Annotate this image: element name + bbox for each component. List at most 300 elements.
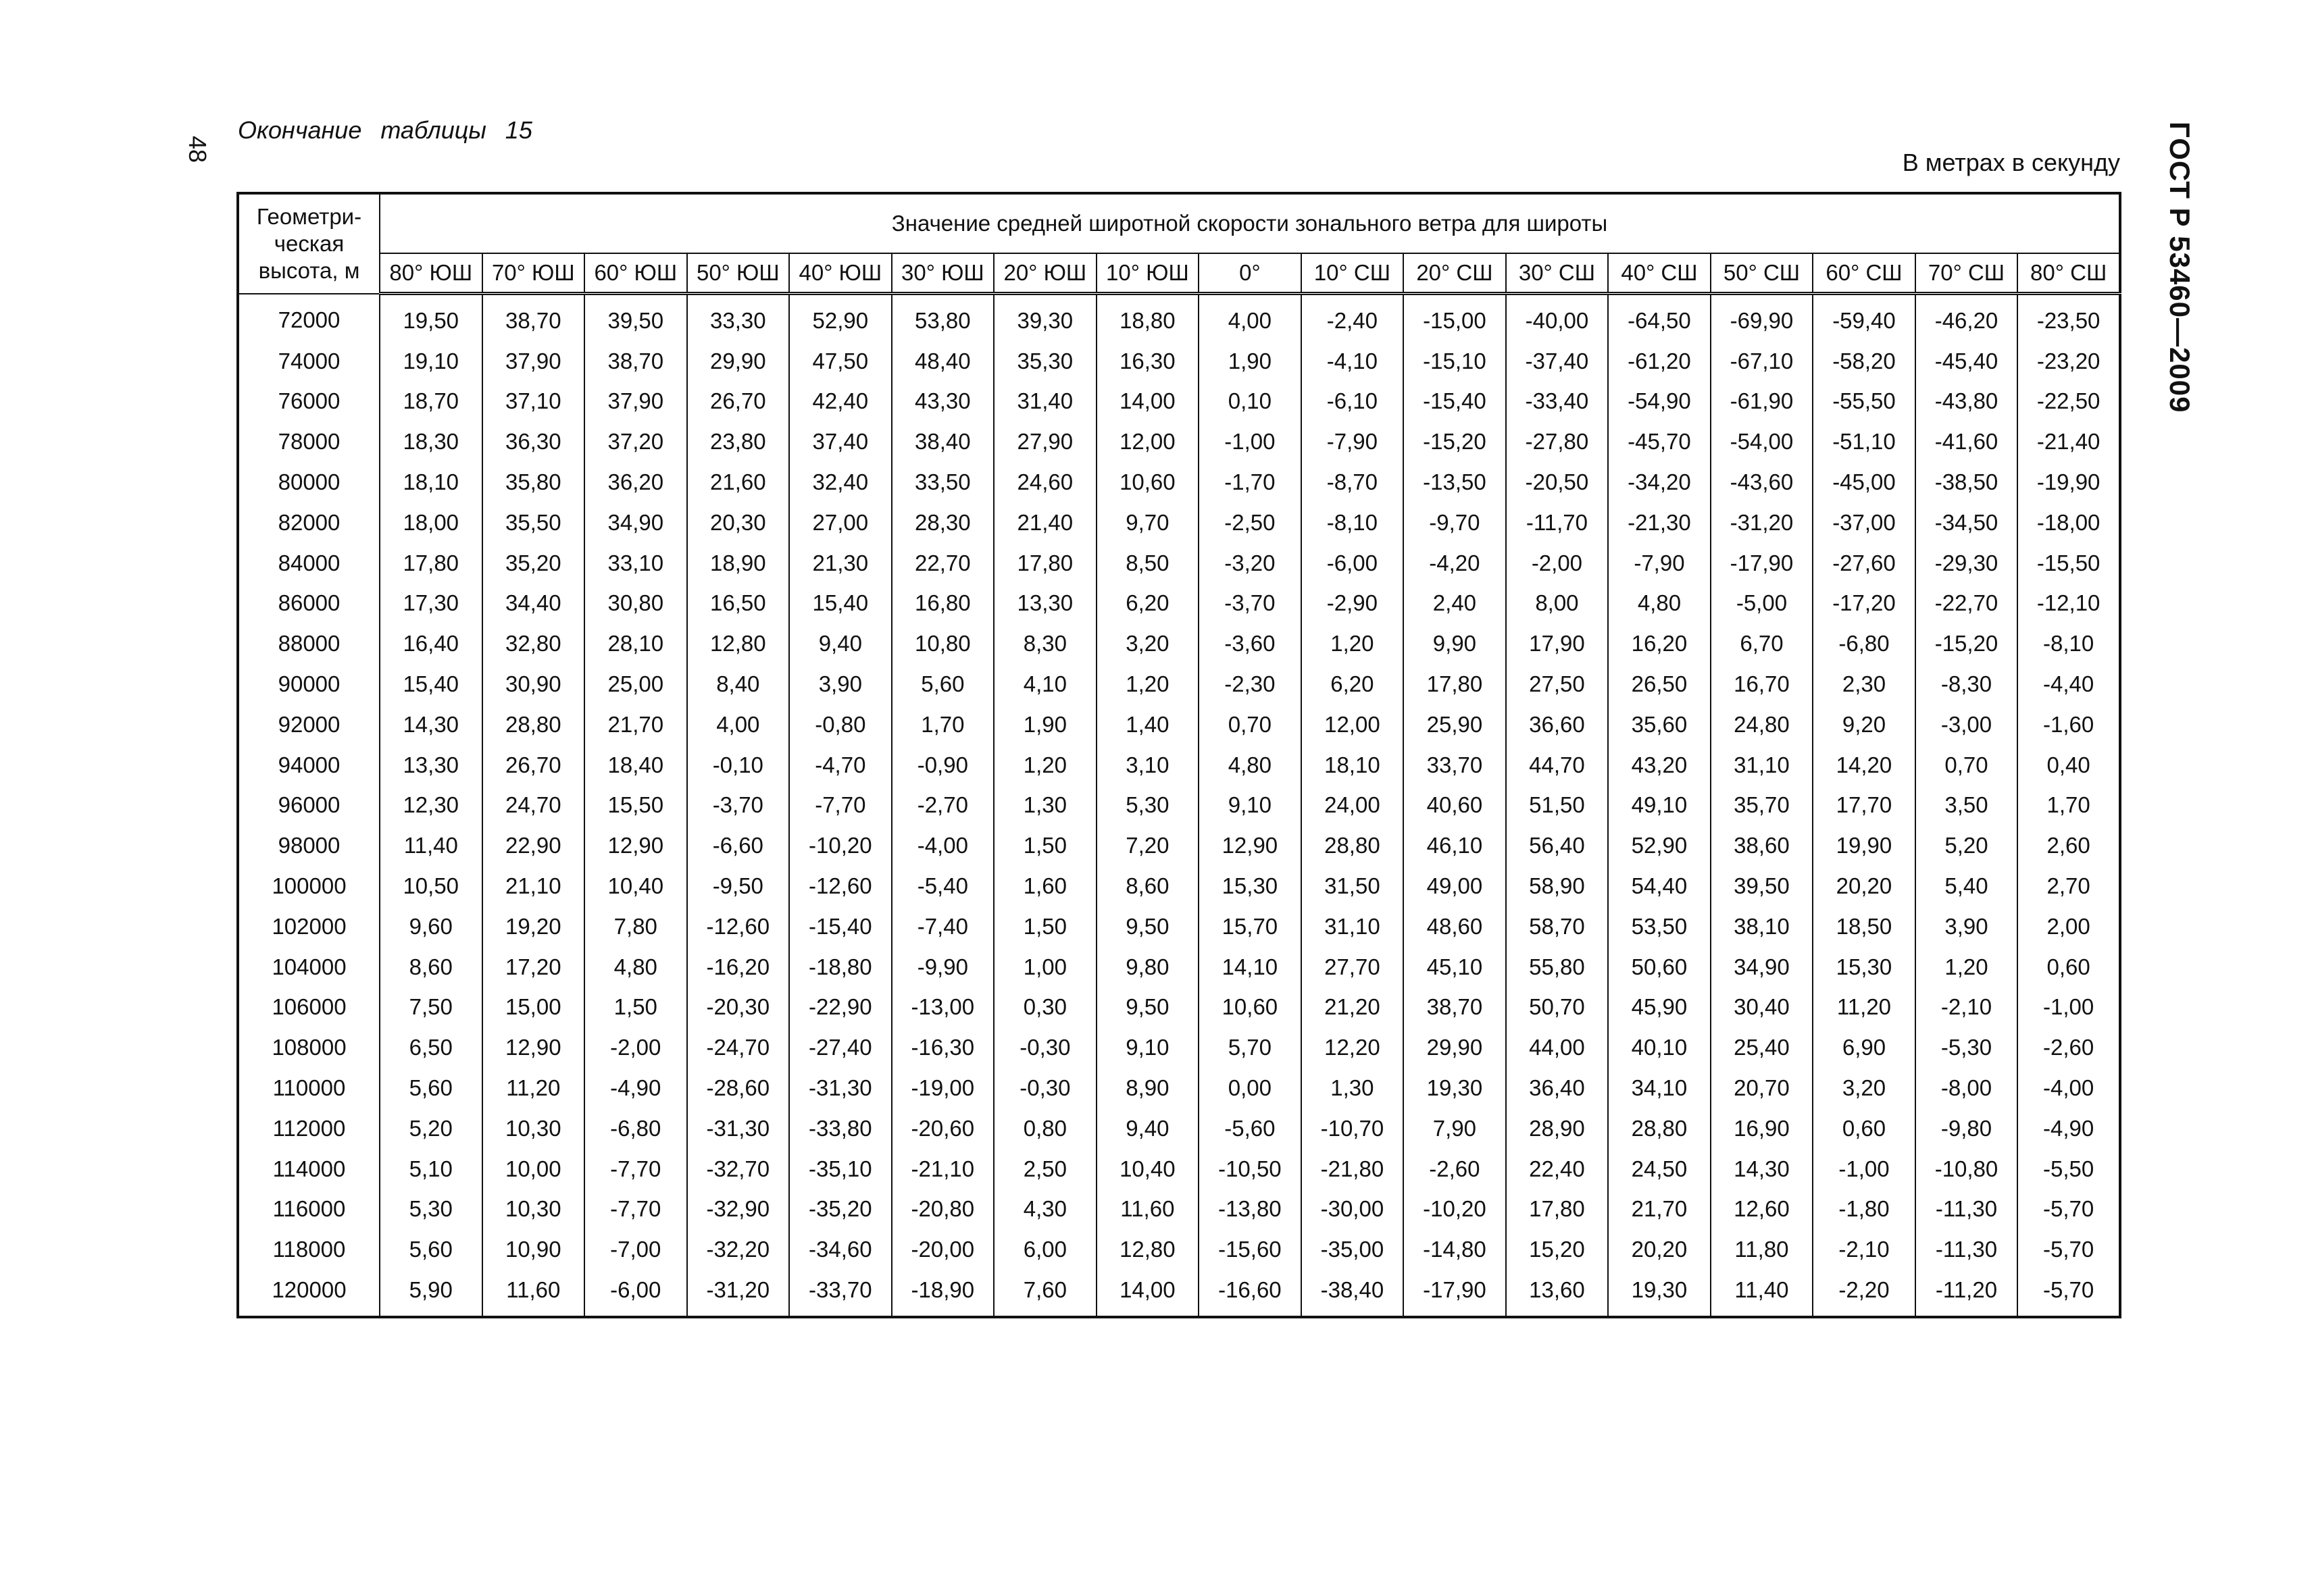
wind-speed-cell: -18,80 [789, 947, 892, 987]
wind-speed-cell: 5,20 [1915, 825, 2018, 866]
wind-speed-cell: -16,20 [687, 947, 790, 987]
wind-speed-cell: -1,60 [2017, 704, 2120, 745]
wind-speed-cell: 18,70 [380, 382, 482, 422]
wind-speed-cell: 37,40 [789, 421, 892, 462]
wind-speed-cell: 37,10 [482, 382, 585, 422]
wind-speed-cell: 35,50 [482, 503, 585, 543]
wind-speed-cell: -17,90 [1403, 1270, 1506, 1317]
wind-speed-cell: 1,50 [994, 906, 1097, 947]
wind-speed-cell: 14,30 [1711, 1149, 1813, 1189]
wind-speed-cell: 21,60 [687, 462, 790, 503]
altitude-cell: 110000 [238, 1068, 380, 1108]
wind-speed-cell: -2,60 [2017, 1027, 2120, 1068]
wind-speed-cell: -34,50 [1915, 503, 2018, 543]
latitude-header: 0° [1199, 253, 1301, 294]
wind-speed-cell: 9,10 [1097, 1027, 1199, 1068]
wind-speed-cell: 1,30 [994, 786, 1097, 826]
wind-speed-cell: 37,20 [584, 421, 687, 462]
wind-speed-cell: -69,90 [1711, 294, 1813, 341]
table-row [238, 866, 2120, 906]
table-row [238, 906, 2120, 947]
wind-speed-cell: 36,30 [482, 421, 585, 462]
wind-speed-cell: -0,30 [994, 1068, 1097, 1108]
table-row [238, 584, 2120, 624]
latitude-header: 10° ЮШ [1097, 253, 1199, 294]
wind-speed-cell: 8,00 [1506, 584, 1609, 624]
wind-speed-cell: 53,50 [1608, 906, 1711, 947]
wind-speed-cell: 21,30 [789, 543, 892, 584]
wind-speed-cell: -3,70 [687, 786, 790, 826]
wind-speed-cell: -10,50 [1199, 1149, 1301, 1189]
table-row [238, 623, 2120, 664]
wind-speed-cell: 19,30 [1608, 1270, 1711, 1317]
wind-speed-cell: 13,30 [994, 584, 1097, 624]
wind-speed-cell: 9,40 [1097, 1108, 1199, 1149]
wind-speed-cell: 12,80 [687, 623, 790, 664]
wind-speed-cell: 15,00 [482, 987, 585, 1028]
wind-speed-cell: -30,00 [1301, 1189, 1404, 1230]
wind-speed-cell: 2,30 [1813, 664, 1915, 704]
wind-speed-cell: 39,50 [584, 294, 687, 341]
wind-speed-cell: 1,90 [994, 704, 1097, 745]
wind-speed-cell: 50,60 [1608, 947, 1711, 987]
wind-speed-cell: 18,40 [584, 745, 687, 786]
wind-speed-cell: 4,00 [687, 704, 790, 745]
wind-speed-cell: -54,00 [1711, 421, 1813, 462]
wind-speed-cell: -58,20 [1813, 341, 1915, 382]
altitude-cell: 114000 [238, 1149, 380, 1189]
altitude-cell: 88000 [238, 623, 380, 664]
wind-speed-cell: -20,30 [687, 987, 790, 1028]
wind-speed-cell: 1,20 [994, 745, 1097, 786]
wind-speed-cell: 34,40 [482, 584, 585, 624]
wind-speed-cell: 9,40 [789, 623, 892, 664]
wind-speed-cell: 9,50 [1097, 987, 1199, 1028]
wind-speed-cell: -7,90 [1608, 543, 1711, 584]
wind-speed-cell: -37,40 [1506, 341, 1609, 382]
wind-speed-cell: 36,40 [1506, 1068, 1609, 1108]
wind-speed-cell: -10,20 [1403, 1189, 1506, 1230]
wind-speed-cell: -19,00 [892, 1068, 995, 1108]
wind-speed-cell: 38,60 [1711, 825, 1813, 866]
wind-speed-cell: -21,30 [1608, 503, 1711, 543]
wind-speed-cell: 0,70 [1199, 704, 1301, 745]
wind-speed-cell: 10,40 [584, 866, 687, 906]
wind-speed-cell: 8,90 [1097, 1068, 1199, 1108]
wind-speed-cell: -5,00 [1711, 584, 1813, 624]
wind-speed-cell: 50,70 [1506, 987, 1609, 1028]
wind-speed-cell: -15,40 [789, 906, 892, 947]
wind-speed-cell: -0,30 [994, 1027, 1097, 1068]
wind-speed-cell: 47,50 [789, 341, 892, 382]
wind-speed-cell: -10,20 [789, 825, 892, 866]
wind-speed-cell: 27,70 [1301, 947, 1404, 987]
wind-speed-cell: 31,50 [1301, 866, 1404, 906]
wind-speed-cell: 16,30 [1097, 341, 1199, 382]
wind-speed-cell: -4,20 [1403, 543, 1506, 584]
wind-speed-cell: 5,60 [380, 1229, 482, 1270]
latitude-header: 80° СШ [2017, 253, 2120, 294]
wind-speed-cell: -7,90 [1301, 421, 1404, 462]
wind-speed-cell: 35,80 [482, 462, 585, 503]
wind-speed-cell: 42,40 [789, 382, 892, 422]
wind-speed-cell: 3,10 [1097, 745, 1199, 786]
wind-speed-cell: -7,40 [892, 906, 995, 947]
wind-speed-cell: -22,70 [1915, 584, 2018, 624]
wind-speed-cell: 17,90 [1506, 623, 1609, 664]
wind-speed-cell: 1,00 [994, 947, 1097, 987]
wind-speed-cell: 4,30 [994, 1189, 1097, 1230]
wind-speed-cell: -45,40 [1915, 341, 2018, 382]
wind-speed-cell: -11,30 [1915, 1229, 2018, 1270]
wind-speed-cell: 24,50 [1608, 1149, 1711, 1189]
wind-speed-cell: 3,20 [1813, 1068, 1915, 1108]
wind-speed-cell: 43,30 [892, 382, 995, 422]
wind-speed-cell: 32,80 [482, 623, 585, 664]
wind-speed-cell: 31,10 [1301, 906, 1404, 947]
wind-speed-cell: 2,70 [2017, 866, 2120, 906]
wind-speed-cell: 2,60 [2017, 825, 2120, 866]
wind-speed-cell: -2,20 [1813, 1270, 1915, 1317]
wind-speed-cell: 7,80 [584, 906, 687, 947]
wind-speed-cell: -5,40 [892, 866, 995, 906]
wind-speed-cell: 34,90 [1711, 947, 1813, 987]
wind-speed-cell: -12,60 [687, 906, 790, 947]
wind-speed-cell: -8,00 [1915, 1068, 2018, 1108]
wind-speed-cell: 2,00 [2017, 906, 2120, 947]
wind-speed-cell: 10,00 [482, 1149, 585, 1189]
wind-speed-cell: 6,70 [1711, 623, 1813, 664]
wind-speed-cell: 8,60 [1097, 866, 1199, 906]
wind-speed-cell: 3,20 [1097, 623, 1199, 664]
wind-speed-cell: -20,50 [1506, 462, 1609, 503]
altitude-cell: 106000 [238, 987, 380, 1028]
wind-speed-cell: 15,40 [380, 664, 482, 704]
wind-speed-cell: 56,40 [1506, 825, 1609, 866]
wind-speed-cell: 24,60 [994, 462, 1097, 503]
wind-speed-cell: -2,10 [1813, 1229, 1915, 1270]
latitude-header: 30° СШ [1506, 253, 1609, 294]
wind-speed-cell: 24,70 [482, 786, 585, 826]
wind-speed-cell: 2,40 [1403, 584, 1506, 624]
wind-speed-cell: -11,20 [1915, 1270, 2018, 1317]
wind-speed-cell: 18,50 [1813, 906, 1915, 947]
wind-speed-cell: -2,50 [1199, 503, 1301, 543]
latitude-header: 80° ЮШ [380, 253, 482, 294]
wind-speed-cell: 28,10 [584, 623, 687, 664]
wind-speed-cell: 11,40 [1711, 1270, 1813, 1317]
wind-speed-cell: 1,30 [1301, 1068, 1404, 1108]
wind-speed-cell: 1,20 [1301, 623, 1404, 664]
wind-speed-cell: 1,50 [584, 987, 687, 1028]
wind-speed-cell: -15,20 [1915, 623, 2018, 664]
wind-speed-cell: 34,10 [1608, 1068, 1711, 1108]
altitude-cell: 74000 [238, 341, 380, 382]
wind-speed-cell: 39,50 [1711, 866, 1813, 906]
latitude-header: 60° СШ [1813, 253, 1915, 294]
altitude-cell: 108000 [238, 1027, 380, 1068]
wind-speed-cell: -2,00 [1506, 543, 1609, 584]
wind-speed-cell: 4,80 [1608, 584, 1711, 624]
wind-speed-cell: 19,30 [1403, 1068, 1506, 1108]
wind-speed-cell: 8,50 [1097, 543, 1199, 584]
latitude-header-row [238, 253, 2120, 294]
wind-speed-cell: 38,70 [584, 341, 687, 382]
latitude-group-header: Значение средней широтной скорости зонального ветра для широты [380, 193, 2120, 253]
wind-speed-cell: -18,90 [892, 1270, 995, 1317]
wind-speed-cell: 22,70 [892, 543, 995, 584]
latitude-header: 60° ЮШ [584, 253, 687, 294]
wind-speed-cell: -7,00 [584, 1229, 687, 1270]
wind-speed-cell: 1,20 [1915, 947, 2018, 987]
wind-speed-table [236, 192, 2121, 1318]
altitude-cell: 84000 [238, 543, 380, 584]
wind-speed-cell: 18,30 [380, 421, 482, 462]
wind-speed-cell: -59,40 [1813, 294, 1915, 341]
latitude-header: 50° СШ [1711, 253, 1813, 294]
altitude-cell: 100000 [238, 866, 380, 906]
wind-speed-cell: 4,80 [584, 947, 687, 987]
wind-speed-cell: 32,40 [789, 462, 892, 503]
wind-speed-cell: 24,00 [1301, 786, 1404, 826]
wind-speed-cell: -29,30 [1915, 543, 2018, 584]
wind-speed-cell: -1,80 [1813, 1189, 1915, 1230]
wind-speed-cell: 16,90 [1711, 1108, 1813, 1149]
wind-speed-cell: -19,90 [2017, 462, 2120, 503]
wind-speed-cell: 36,60 [1506, 704, 1609, 745]
wind-speed-cell: 13,30 [380, 745, 482, 786]
wind-speed-cell: 20,20 [1608, 1229, 1711, 1270]
wind-speed-cell: -22,50 [2017, 382, 2120, 422]
altitude-cell: 92000 [238, 704, 380, 745]
wind-speed-cell: 36,20 [584, 462, 687, 503]
wind-speed-cell: 18,10 [1301, 745, 1404, 786]
wind-speed-cell: 21,10 [482, 866, 585, 906]
wind-speed-cell: -11,30 [1915, 1189, 2018, 1230]
wind-speed-cell: 17,80 [380, 543, 482, 584]
wind-speed-cell: -3,00 [1915, 704, 2018, 745]
wind-speed-cell: 38,40 [892, 421, 995, 462]
wind-speed-cell: 55,80 [1506, 947, 1609, 987]
wind-speed-cell: -55,50 [1813, 382, 1915, 422]
wind-speed-cell: -15,40 [1403, 382, 1506, 422]
wind-speed-cell: -4,90 [2017, 1108, 2120, 1149]
wind-speed-cell: 16,40 [380, 623, 482, 664]
table-row [238, 503, 2120, 543]
wind-speed-cell: 40,60 [1403, 786, 1506, 826]
wind-speed-cell: -38,40 [1301, 1270, 1404, 1317]
wind-speed-cell: -22,90 [789, 987, 892, 1028]
table-row [238, 1270, 2120, 1317]
table-row [238, 947, 2120, 987]
wind-speed-cell: -31,20 [687, 1270, 790, 1317]
wind-speed-cell: 58,70 [1506, 906, 1609, 947]
wind-speed-cell: -1,70 [1199, 462, 1301, 503]
wind-speed-cell: 16,50 [687, 584, 790, 624]
wind-speed-cell: 12,90 [1199, 825, 1301, 866]
wind-speed-cell: 37,90 [482, 341, 585, 382]
wind-speed-cell: -3,70 [1199, 584, 1301, 624]
wind-speed-cell: -11,70 [1506, 503, 1609, 543]
wind-speed-cell: -21,40 [2017, 421, 2120, 462]
wind-speed-cell: -46,20 [1915, 294, 2018, 341]
wind-speed-cell: 17,70 [1813, 786, 1915, 826]
wind-speed-cell: -28,60 [687, 1068, 790, 1108]
wind-speed-cell: -8,10 [2017, 623, 2120, 664]
wind-speed-cell: -6,80 [584, 1108, 687, 1149]
wind-speed-cell: -32,90 [687, 1189, 790, 1230]
wind-speed-cell: 5,60 [380, 1068, 482, 1108]
wind-speed-cell: 15,20 [1506, 1229, 1609, 1270]
wind-speed-cell: 9,70 [1097, 503, 1199, 543]
wind-speed-cell: -6,00 [584, 1270, 687, 1317]
wind-speed-cell: 5,40 [1915, 866, 2018, 906]
wind-speed-cell: 2,50 [994, 1149, 1097, 1189]
wind-speed-cell: -0,10 [687, 745, 790, 786]
wind-speed-cell: 12,60 [1711, 1189, 1813, 1230]
wind-speed-cell: 5,70 [1199, 1027, 1301, 1068]
wind-speed-cell: -16,60 [1199, 1270, 1301, 1317]
wind-speed-cell: 6,00 [994, 1229, 1097, 1270]
page-number: 48 [184, 135, 211, 163]
wind-speed-cell: 21,70 [584, 704, 687, 745]
wind-speed-cell: 10,50 [380, 866, 482, 906]
wind-speed-cell: -4,00 [892, 825, 995, 866]
table-row [238, 1149, 2120, 1189]
wind-speed-cell: 21,70 [1608, 1189, 1711, 1230]
wind-speed-cell: 10,60 [1199, 987, 1301, 1028]
wind-speed-cell: 34,90 [584, 503, 687, 543]
table-row [238, 421, 2120, 462]
wind-speed-cell: 23,80 [687, 421, 790, 462]
wind-speed-cell: -8,70 [1301, 462, 1404, 503]
wind-speed-cell: -43,60 [1711, 462, 1813, 503]
document-id: ГОСТ Р 53460—2009 [2164, 122, 2196, 413]
wind-speed-cell: -34,60 [789, 1229, 892, 1270]
wind-speed-cell: 12,00 [1301, 704, 1404, 745]
wind-speed-cell: -9,90 [892, 947, 995, 987]
wind-speed-cell: 8,60 [380, 947, 482, 987]
wind-speed-cell: -2,40 [1301, 294, 1404, 341]
wind-speed-cell: 7,90 [1403, 1108, 1506, 1149]
wind-speed-cell: -32,20 [687, 1229, 790, 1270]
wind-speed-cell: 10,90 [482, 1229, 585, 1270]
altitude-cell: 76000 [238, 382, 380, 422]
wind-speed-cell: 33,50 [892, 462, 995, 503]
wind-speed-cell: 24,80 [1711, 704, 1813, 745]
wind-speed-cell: -6,00 [1301, 543, 1404, 584]
wind-speed-cell: -40,00 [1506, 294, 1609, 341]
table-row [238, 341, 2120, 382]
wind-speed-cell: 10,30 [482, 1108, 585, 1149]
altitude-cell: 120000 [238, 1270, 380, 1317]
latitude-header: 40° СШ [1608, 253, 1711, 294]
wind-speed-cell: 11,20 [1813, 987, 1915, 1028]
altitude-cell: 78000 [238, 421, 380, 462]
wind-speed-cell: -9,80 [1915, 1108, 2018, 1149]
table-row [238, 664, 2120, 704]
wind-speed-cell: 31,40 [994, 382, 1097, 422]
wind-speed-cell: -13,00 [892, 987, 995, 1028]
wind-speed-cell: 17,80 [994, 543, 1097, 584]
wind-speed-cell: 35,60 [1608, 704, 1711, 745]
wind-speed-cell: -17,20 [1813, 584, 1915, 624]
altitude-cell: 90000 [238, 664, 380, 704]
wind-speed-cell: 11,60 [482, 1270, 585, 1317]
wind-speed-cell: 21,20 [1301, 987, 1404, 1028]
wind-speed-cell: -45,00 [1813, 462, 1915, 503]
wind-speed-cell: 1,50 [994, 825, 1097, 866]
wind-speed-cell: 5,30 [380, 1189, 482, 1230]
wind-speed-cell: 21,40 [994, 503, 1097, 543]
wind-speed-cell: 29,90 [687, 341, 790, 382]
wind-speed-cell: 10,40 [1097, 1149, 1199, 1189]
latitude-header: 70° СШ [1915, 253, 2018, 294]
wind-speed-cell: -33,80 [789, 1108, 892, 1149]
wind-speed-cell: -2,60 [1403, 1149, 1506, 1189]
table-row [238, 987, 2120, 1028]
wind-speed-cell: 9,50 [1097, 906, 1199, 947]
wind-speed-cell: 30,90 [482, 664, 585, 704]
wind-speed-cell: 39,30 [994, 294, 1097, 341]
wind-speed-cell: 25,00 [584, 664, 687, 704]
wind-speed-cell: -10,70 [1301, 1108, 1404, 1149]
wind-speed-cell: 1,70 [2017, 786, 2120, 826]
wind-speed-cell: -31,30 [687, 1108, 790, 1149]
wind-speed-cell: 28,80 [482, 704, 585, 745]
table-row [238, 1108, 2120, 1149]
wind-speed-cell: 45,90 [1608, 987, 1711, 1028]
wind-speed-cell: -4,70 [789, 745, 892, 786]
altitude-cell: 104000 [238, 947, 380, 987]
wind-speed-cell: 38,70 [1403, 987, 1506, 1028]
wind-speed-cell: -3,20 [1199, 543, 1301, 584]
wind-speed-cell: 14,00 [1097, 1270, 1199, 1317]
wind-speed-cell: -5,30 [1915, 1027, 2018, 1068]
wind-speed-cell: -5,70 [2017, 1270, 2120, 1317]
wind-speed-cell: 51,50 [1506, 786, 1609, 826]
wind-speed-cell: 28,30 [892, 503, 995, 543]
wind-speed-cell: -27,40 [789, 1027, 892, 1068]
wind-speed-cell: 10,60 [1097, 462, 1199, 503]
wind-speed-cell: -4,10 [1301, 341, 1404, 382]
wind-speed-cell: 26,70 [687, 382, 790, 422]
altitude-cell: 116000 [238, 1189, 380, 1230]
wind-speed-cell: 14,00 [1097, 382, 1199, 422]
wind-speed-cell: -5,50 [2017, 1149, 2120, 1189]
wind-speed-cell: 3,50 [1915, 786, 2018, 826]
wind-speed-cell: 28,80 [1301, 825, 1404, 866]
wind-speed-cell: 38,70 [482, 294, 585, 341]
wind-speed-cell: -6,80 [1813, 623, 1915, 664]
wind-speed-cell: 0,10 [1199, 382, 1301, 422]
wind-speed-cell: -21,10 [892, 1149, 995, 1189]
wind-speed-cell: -7,70 [584, 1149, 687, 1189]
wind-speed-cell: -9,70 [1403, 503, 1506, 543]
wind-speed-cell: 45,10 [1403, 947, 1506, 987]
wind-speed-cell: 12,20 [1301, 1027, 1404, 1068]
wind-speed-cell: -1,00 [2017, 987, 2120, 1028]
wind-speed-cell: 29,90 [1403, 1027, 1506, 1068]
wind-speed-cell: -13,80 [1199, 1189, 1301, 1230]
wind-speed-cell: -15,20 [1403, 421, 1506, 462]
wind-speed-cell: 20,70 [1711, 1068, 1813, 1108]
wind-speed-cell: 6,90 [1813, 1027, 1915, 1068]
wind-speed-cell: -20,80 [892, 1189, 995, 1230]
wind-speed-cell: -32,70 [687, 1149, 790, 1189]
wind-speed-cell: 15,40 [789, 584, 892, 624]
table-continuation-title: Окончание таблицы 15 [238, 116, 532, 144]
